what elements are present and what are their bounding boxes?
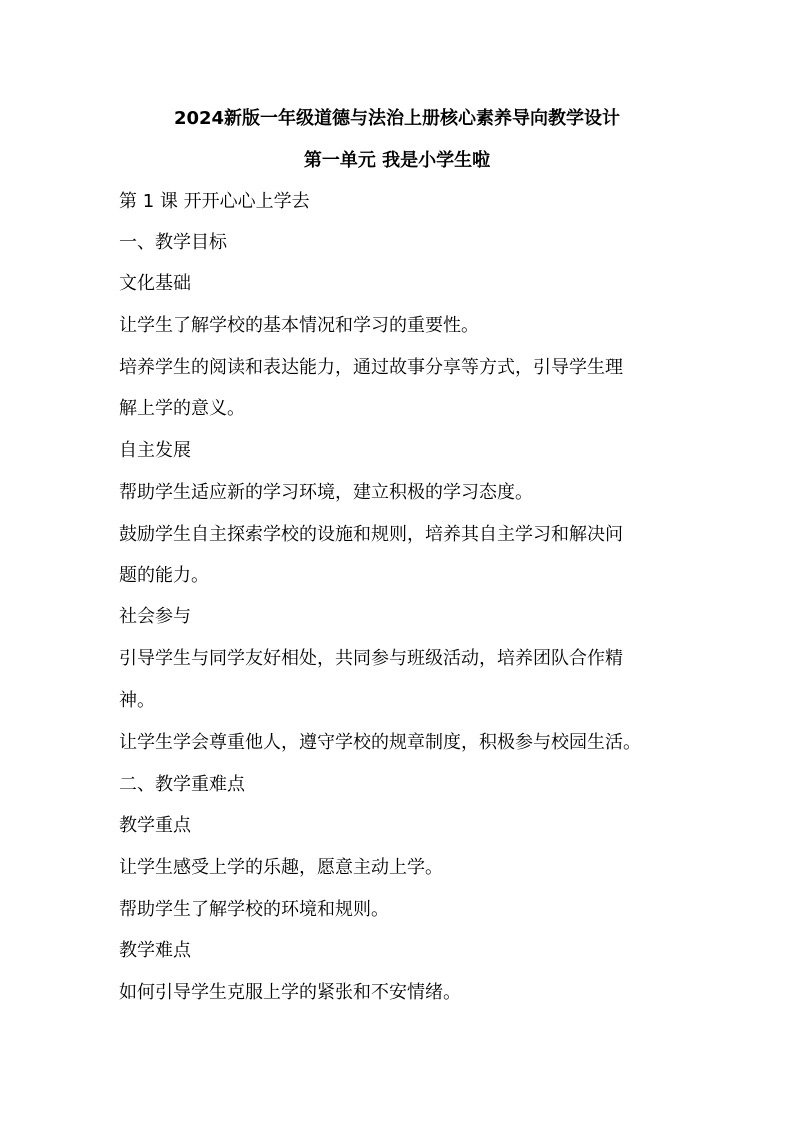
lesson-title: 第 1 课 开开心心上学去: [119, 191, 310, 212]
subheading-cultural-foundation: 文化基础: [119, 273, 191, 294]
body-line: 神。: [119, 690, 155, 711]
body-line: 题的能力。: [119, 565, 209, 586]
body-line: 引导学生与同学友好相处，共同参与班级活动，培养团队合作精: [119, 648, 623, 669]
subheading-teaching-difficulty: 教学难点: [119, 940, 191, 961]
subheading-self-development: 自主发展: [119, 440, 191, 461]
body-line: 让学生感受上学的乐趣，愿意主动上学。: [119, 857, 443, 878]
section-heading-key-points: 二、教学重难点: [119, 774, 245, 795]
body-line: 帮助学生适应新的学习环境，建立积极的学习态度。: [119, 482, 533, 503]
body-line: 帮助学生了解学校的环境和规则。: [119, 899, 389, 920]
body-line: 解上学的意义。: [119, 398, 245, 419]
subheading-social-participation: 社会参与: [119, 606, 191, 627]
unit-title: 第一单元 我是小学生啦: [303, 150, 491, 171]
body-line: 让学生学会尊重他人，遵守学校的规章制度，积极参与校园生活。: [119, 732, 641, 753]
body-line: 鼓励学生自主探索学校的设施和规则，培养其自主学习和解决问: [119, 524, 623, 545]
body-line: 如何引导学生克服上学的紧张和不安情绪。: [119, 982, 461, 1003]
body-line: 让学生了解学校的基本情况和学习的重要性。: [119, 315, 479, 336]
subheading-teaching-focus: 教学重点: [119, 815, 191, 836]
body-line: 培养学生的阅读和表达能力，通过故事分享等方式，引导学生理: [119, 357, 623, 378]
document-title: 2024新版一年级道德与法治上册核心素养导向教学设计: [173, 108, 621, 129]
section-heading-objectives: 一、教学目标: [119, 232, 227, 253]
